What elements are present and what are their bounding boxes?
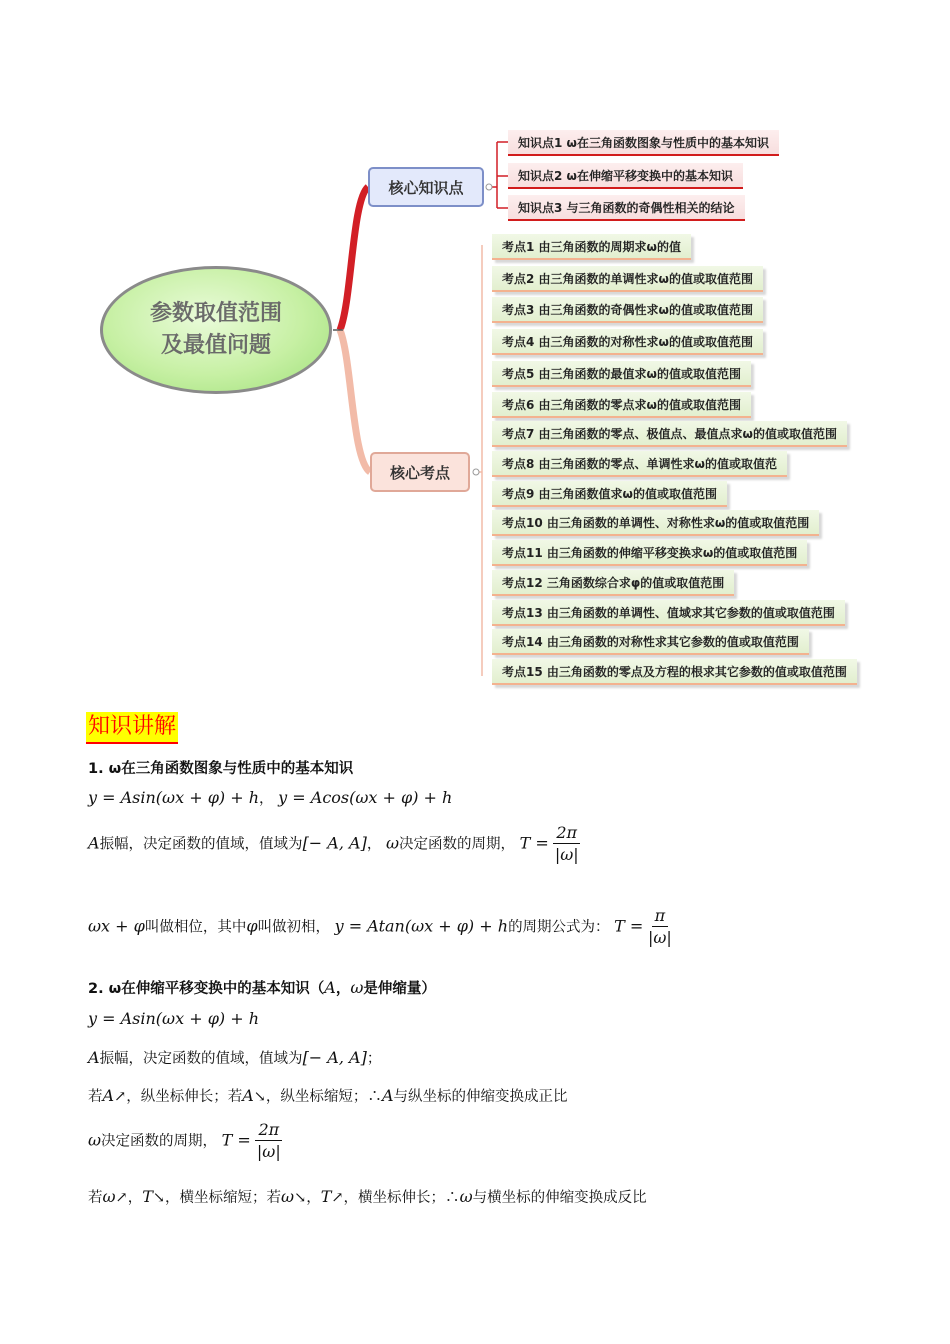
topic-item-2: 考点2 由三角函数的单调性求ω的值或取值范围 — [492, 266, 763, 292]
topic-item-1: 考点1 由三角函数的周期求ω的值 — [492, 234, 691, 260]
s2-title-a: 2. ω在伸缩平移变换中的基本知识（ — [88, 981, 325, 997]
s2-amplitude-line — [88, 1047, 381, 1068]
s2-l5c: ↘，横坐标缩短；若 — [152, 1190, 282, 1206]
s2-period-fraction — [255, 1120, 282, 1163]
s1-phase-line — [88, 906, 672, 949]
s1-A: A — [88, 833, 100, 853]
branch-knowledge: 核心知识点 — [368, 167, 484, 207]
topic-item-14: 考点14 由三角函数的对称性求其它参数的值或取值范围 — [492, 629, 809, 655]
s1-init-text: 叫做初相， — [257, 919, 331, 936]
s1-cos-formula: y = Acos(ωx + φ) + h — [278, 788, 453, 807]
s2-vertical-line — [88, 1085, 568, 1106]
knowledge-item-2: 知识点2 ω在伸缩平移变换中的基本知识 — [508, 163, 743, 189]
s2-period-text: 决定函数的周期， — [101, 1133, 218, 1150]
s2-l5-Tsym2: T — [320, 1187, 332, 1206]
s1-title: 1. ω在三角函数图象与性质中的基本知识 — [88, 761, 354, 777]
s1-phase-text: 叫做相位，其中 — [144, 919, 247, 936]
s2-l5-w1: ω — [102, 1187, 116, 1206]
s2-l5e: ↗，横坐标伸长；∴ — [331, 1190, 460, 1206]
topic-item-3: 考点3 由三角函数的奇偶性求ω的值或取值范围 — [492, 297, 763, 323]
s2-amp-text: 振幅，决定函数的值域，值域为 — [99, 1051, 303, 1067]
s2-l3d: 与纵坐标的伸缩变换成正比 — [393, 1089, 568, 1105]
s2-title-c: 是伸缩量） — [363, 981, 436, 997]
topic-item-15: 考点15 由三角函数的零点及方程的根求其它参数的值或取值范围 — [492, 659, 857, 685]
s2-l3-A1: A — [102, 1086, 115, 1105]
s1-tan-fraction — [648, 906, 672, 949]
s1-period-text: 决定函数的周期， — [398, 836, 515, 853]
topic-item-13: 考点13 由三角函数的单调性、值域求其它参数的值或取值范围 — [492, 600, 845, 626]
s2-period-line — [88, 1120, 282, 1163]
topic-item-8: 考点8 由三角函数的零点、单调性求ω的值或取值范 — [492, 451, 787, 477]
s1-tan-formula: y = Atan(ωx + φ) + h — [334, 916, 509, 936]
s1-tan-text: 的周期公式为： — [508, 919, 610, 936]
root-line-1: 参数取值范围 — [149, 301, 282, 326]
s1-omega: ω — [385, 833, 399, 853]
s1-T2: T = — [614, 916, 644, 936]
s2-l3-A2: A — [242, 1086, 254, 1105]
mindmap-root — [100, 266, 332, 394]
s2-l5b: ↗， — [115, 1190, 143, 1206]
s2-range: [− A, A] — [302, 1048, 367, 1067]
s2-formula-line — [88, 1009, 259, 1028]
branch-topics: 核心考点 — [370, 452, 470, 492]
topic-item-10: 考点10 由三角函数的单调性、对称性求ω的值或取值范围 — [492, 510, 819, 536]
s2-l3c: ↘，纵坐标缩短；∴ — [253, 1089, 382, 1105]
s2-l5f: 与横坐标的伸缩变换成反比 — [472, 1190, 647, 1206]
s1-formulas — [88, 787, 452, 808]
s2-title — [88, 977, 436, 998]
topic-item-6: 考点6 由三角函数的零点求ω的值或取值范围 — [492, 392, 751, 418]
s1-range: [− A, A] — [302, 833, 367, 853]
s1-frac-num: 2π — [553, 823, 580, 844]
s2-l3a: 若 — [88, 1089, 103, 1105]
s2-l5-w3: ω — [459, 1187, 473, 1206]
s2-frac-den: |ω| — [256, 1142, 281, 1161]
knowledge-item-3: 知识点3 与三角函数的奇偶性相关的结论 — [508, 195, 745, 221]
s1-amp-text: 振幅，决定函数的值域，值域为 — [99, 836, 303, 853]
s2-T: T = — [221, 1130, 251, 1150]
s1-amplitude-line — [88, 823, 580, 866]
s2-title-omega: ω — [350, 978, 364, 997]
section-heading: 知识讲解 — [86, 712, 178, 744]
topic-item-9: 考点9 由三角函数值求ω的值或取值范围 — [492, 481, 727, 507]
s1-sep: ， — [259, 791, 274, 807]
s2-A: A — [88, 1048, 100, 1067]
s1-frac-den: |ω| — [554, 845, 579, 864]
s1-period-fraction — [553, 823, 580, 866]
s2-l3-A3: A — [381, 1086, 394, 1105]
s1-sin-formula: y = Asin(ωx + φ) + h — [88, 788, 260, 807]
s2-title-A: A — [324, 978, 336, 997]
topic-item-12: 考点12 三角函数综合求φ的值或取值范围 — [492, 570, 734, 596]
s2-frac-num: 2π — [255, 1120, 282, 1141]
s1-tan-den: |ω| — [647, 928, 672, 947]
s2-omega: ω — [88, 1130, 102, 1150]
s2-l3b: ↗，纵坐标伸长；若 — [114, 1089, 243, 1105]
s2-l5-w2: ω — [281, 1187, 295, 1206]
topic-item-4: 考点4 由三角函数的对称性求ω的值或取值范围 — [492, 329, 763, 355]
s2-l5d: ↘， — [294, 1190, 321, 1206]
s1-phi: φ — [246, 916, 258, 936]
topic-item-11: 考点11 由三角函数的伸缩平移变换求ω的值或取值范围 — [492, 540, 807, 566]
s2-semi: ； — [366, 1051, 382, 1067]
s1-T: T = — [519, 833, 549, 853]
topic-item-5: 考点5 由三角函数的最值求ω的值或取值范围 — [492, 361, 751, 387]
s2-horizontal-line — [88, 1186, 647, 1207]
s1-comma: ， — [366, 836, 382, 853]
s1-phase: ωx + φ — [88, 916, 145, 936]
knowledge-item-1: 知识点1 ω在三角函数图象与性质中的基本知识 — [508, 130, 779, 156]
s2-sin-formula: y = Asin(ωx + φ) + h — [88, 1009, 260, 1028]
s2-title-b: ， — [335, 981, 351, 997]
s2-l5-Tsym1: T — [142, 1187, 153, 1206]
topic-item-7: 考点7 由三角函数的零点、极值点、最值点求ω的值或取值范围 — [492, 421, 847, 447]
root-line-2: 及最值问题 — [160, 333, 271, 358]
s1-tan-num: π — [652, 906, 669, 927]
s2-l5a: 若 — [88, 1190, 103, 1206]
